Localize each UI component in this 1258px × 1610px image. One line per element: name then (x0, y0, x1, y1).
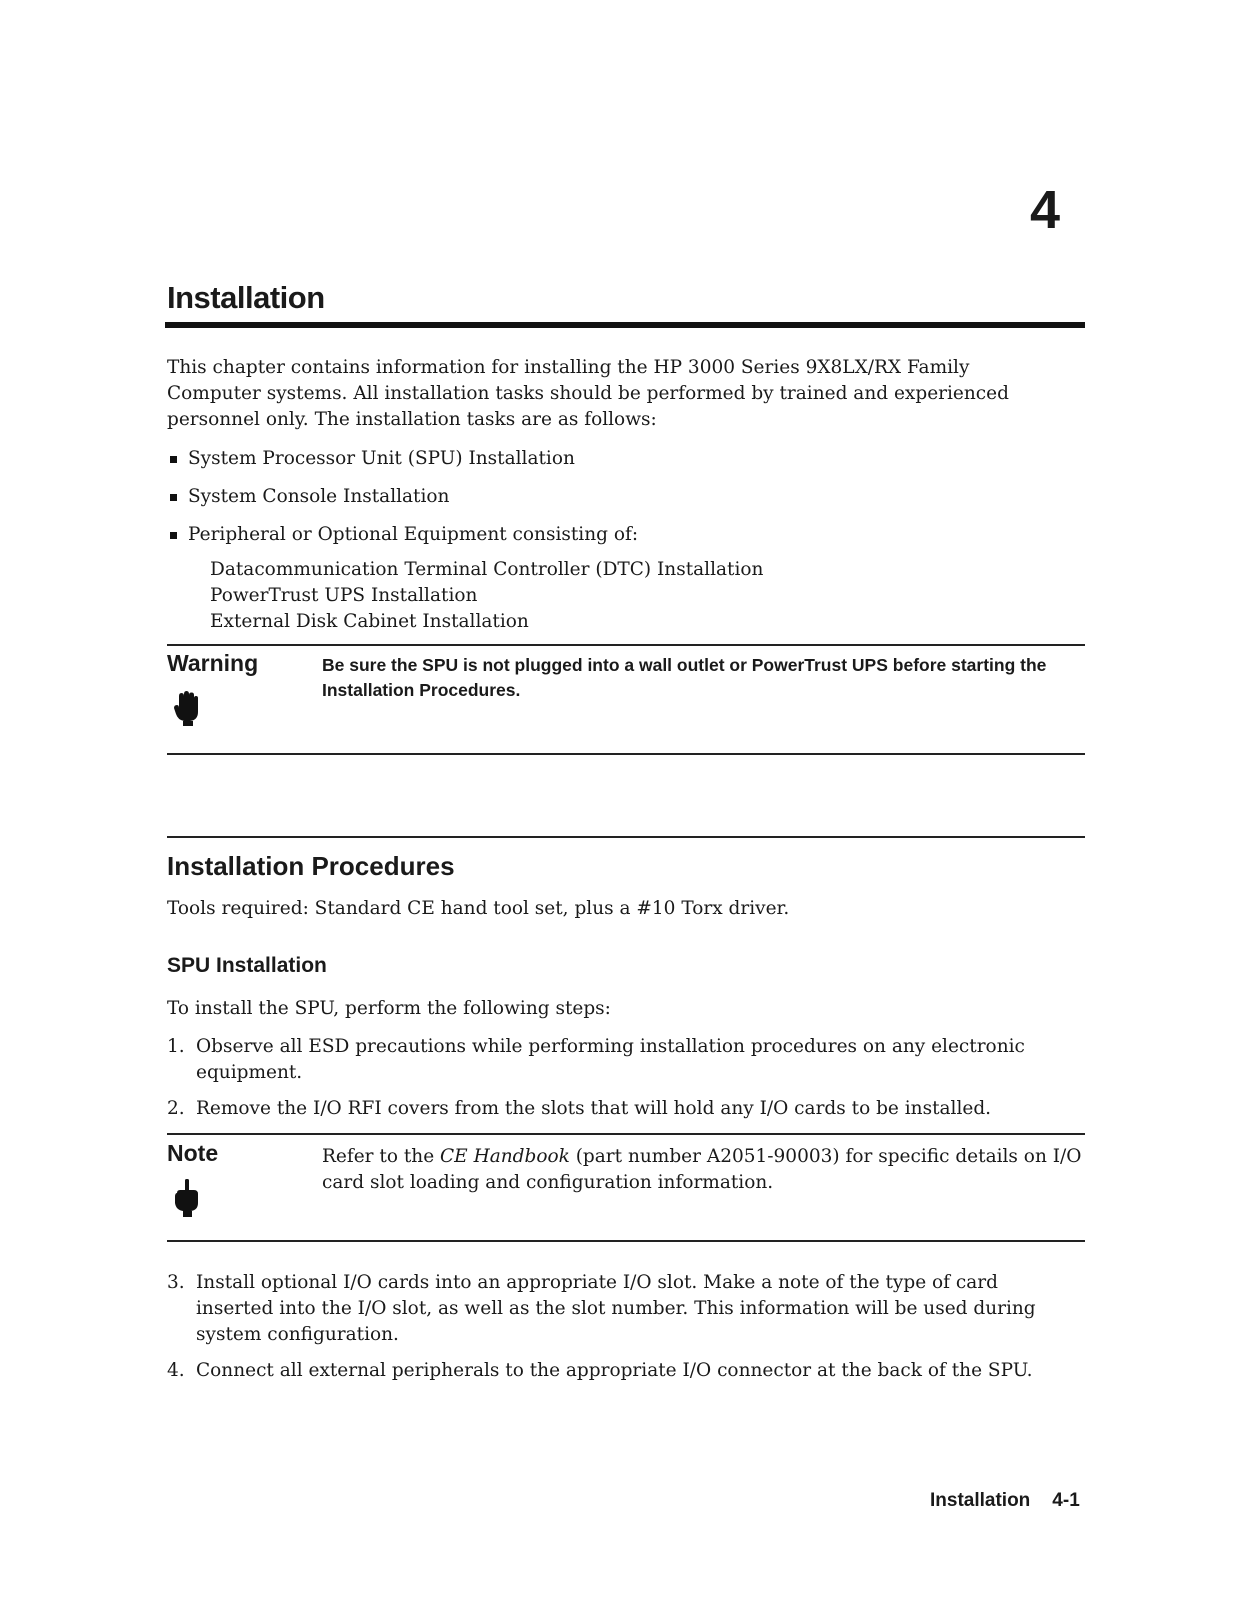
intro-paragraph: This chapter contains information for installing the HP 3000 Series 9X8LX/RX Family Computer systems. All installation tasks should be performed by trained and experienced personnel only. The installation tasks are as follows: (167, 357, 1009, 430)
steps-intro: To install the SPU, perform the following steps: (167, 998, 611, 1019)
warning-bottom-rule (167, 753, 1085, 755)
note-bottom-rule (167, 1240, 1085, 1242)
chapter-number: 4 (1030, 180, 1061, 240)
steps-list-2 (167, 1270, 1067, 1394)
list-item: System Processor Unit (SPU) Installation (167, 446, 1047, 472)
list-item: Datacommunication Terminal Controller (DTC) Installation (210, 559, 764, 580)
note-text: Refer to the CE Handbook (part number A2051-90003) for specific details on I/O card slot loading and configuration information. (322, 1146, 1082, 1193)
footer-section: Installation (930, 1490, 1031, 1511)
list-item: Peripheral or Optional Equipment consisting of: (167, 522, 1047, 548)
page-number: 4-1 (1052, 1490, 1080, 1511)
page-footer (930, 1490, 1080, 1512)
hand-warning-icon (173, 690, 201, 730)
section-title: Installation Procedures (167, 851, 455, 881)
hand-pointing-icon (173, 1179, 201, 1221)
note-top-rule (167, 1133, 1085, 1135)
list-item: 4. Connect all external peripherals to the appropriate I/O connector at the back of the SPU. (167, 1360, 1033, 1381)
tools-required: Tools required: Standard CE hand tool set, plus a #10 Torx driver. (167, 898, 790, 919)
list-item: PowerTrust UPS Installation (210, 585, 478, 606)
list-item: External Disk Cabinet Installation (210, 611, 529, 632)
warning-text: Be sure the SPU is not plugged into a wall outlet or PowerTrust UPS before starting the Installation Procedures. (322, 655, 1047, 700)
title-rule (165, 322, 1085, 328)
chapter-title: Installation (167, 280, 325, 315)
section-rule (167, 836, 1085, 838)
bullet-icon (170, 532, 177, 539)
subsection-title: SPU Installation (167, 954, 327, 977)
warning-top-rule (167, 644, 1085, 646)
bullet-icon (170, 456, 177, 463)
note-label: Note (167, 1140, 219, 1166)
list-item: 2. Remove the I/O RFI covers from the slots that will hold any I/O cards to be installed. (167, 1098, 992, 1119)
task-list (167, 446, 1047, 560)
warning-label: Warning (167, 650, 259, 676)
steps-list-1 (167, 1034, 1067, 1132)
book-title: CE Handbook (440, 1146, 570, 1167)
peripheral-sublist (210, 557, 1010, 635)
list-item: System Console Installation (167, 484, 1047, 510)
list-item: 1. Observe all ESD precautions while performing installation procedures on any electronic equipment. (167, 1036, 1025, 1083)
list-item: 3. Install optional I/O cards into an appropriate I/O slot. Make a note of the type of card inserted into the I/O slot, as well as the slot number. This information will be used during system configuration. (167, 1272, 1036, 1345)
bullet-icon (170, 494, 177, 501)
